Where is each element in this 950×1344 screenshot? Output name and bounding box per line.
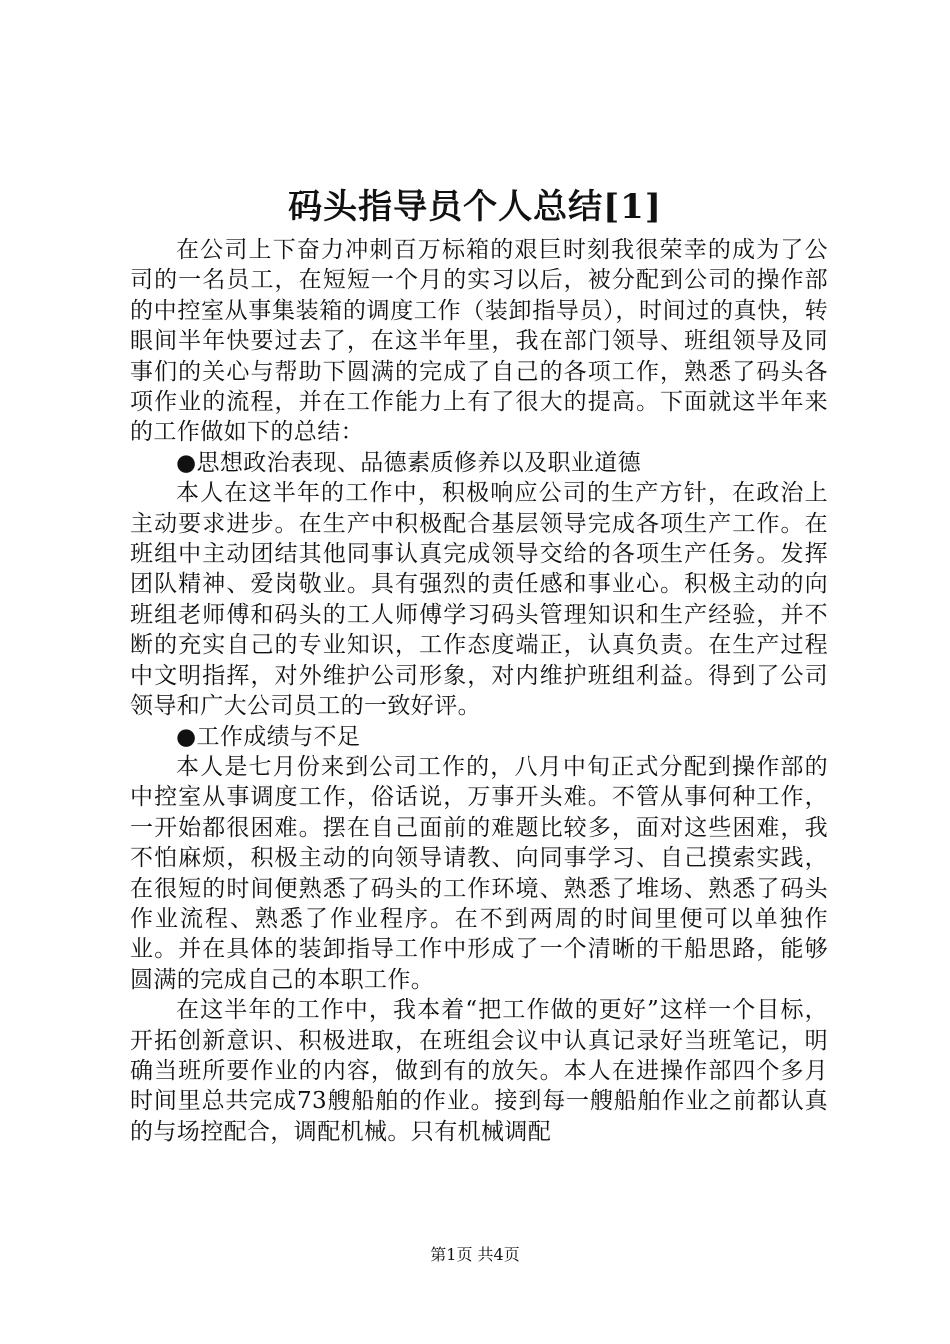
paragraph-goals: 在这半年的工作中，我本着“把工作做的更好”这样一个目标，开拓创新意识、积极进取，在班组会议中认真记录好当班笔记，明确当班所要作业的内容，做到有的放矢。本人在进操作部四个多月时间里总共完成73艘船舶的作业。接到每一艘船舶作业之前都认真的与场控配合，调配机械。只有机械调配 xyxy=(130,997,828,1145)
document-body xyxy=(130,235,828,1147)
section-heading-achievements: ●工作成绩与不足 xyxy=(176,723,361,750)
document-title: 码头指导员个人总结[1] xyxy=(288,187,662,227)
paragraph-intro: 在公司上下奋力冲刺百万标箱的艰巨时刻我很荣幸的成为了公司的一名员工，在短短一个月的实习以后，被分配到公司的操作部的中控室从事集装箱的调度工作（装卸指导员），时间过的真快，转眼间半年快要过去了，在这半年里，我在部门领导、班组领导及同事们的关心与帮助下圆满的完成了自己的各项工作，熟悉了码头各项作业的流程，并在工作能力上有了很大的提高。下面就这半年来的工作做如下的总结： xyxy=(130,237,828,446)
page-footer: 第1页 共4页 xyxy=(430,1245,520,1264)
section-heading-political: ●思想政治表现、品德素质修养以及职业道德 xyxy=(176,449,642,476)
paragraph-political: 本人在这半年的工作中，积极响应公司的生产方针，在政治上主动要求进步。在生产中积极配合基层领导完成各项生产工作。在班组中主动团结其他同事认真完成领导交给的各项生产任务。发挥团队精神、爱岗敬业。具有强烈的责任感和事业心。积极主动的向班组老师傅和码头的工人师傅学习码头管理知识和生产经验，并不断的充实自己的专业知识，工作态度端正，认真负责。在生产过程中文明指挥，对外维护公司形象，对内维护班组利益。得到了公司领导和广大公司员工的一致好评。 xyxy=(130,480,828,720)
paragraph-achievements: 本人是七月份来到公司工作的，八月中旬正式分配到操作部的中控室从事调度工作，俗话说，万事开头难。不管从事何种工作，一开始都很困难。摆在自己面前的难题比较多，面对这些困难，我不怕麻烦，积极主动的向领导请教、向同事学习、自己摸索实践，在很短的时间便熟悉了码头的工作环境、熟悉了堆场、熟悉了码头作业流程、熟悉了作业程序。在不到两周的时间里便可以单独作业。并在具体的装卸指导工作中形成了一个清晰的干船思路，能够圆满的完成自己的本职工作。 xyxy=(130,753,828,993)
